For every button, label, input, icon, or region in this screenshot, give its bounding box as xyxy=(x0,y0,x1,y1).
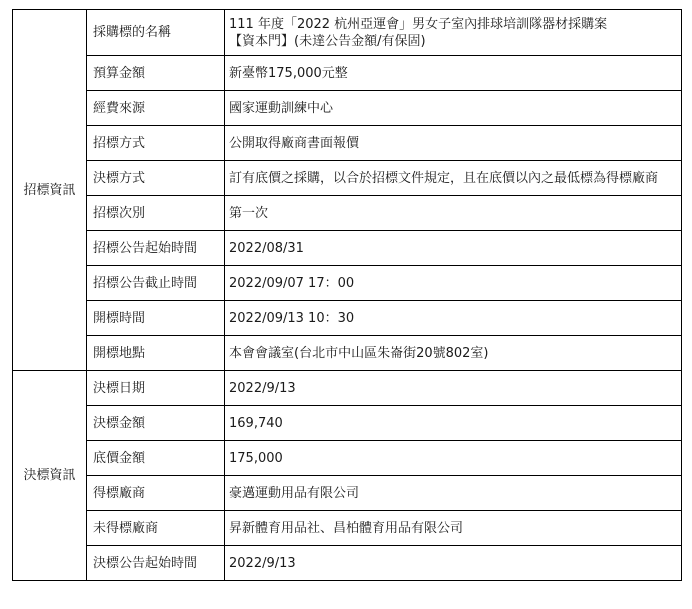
table-row xyxy=(13,161,682,196)
row-label: 招標公告截止時間 xyxy=(87,266,225,301)
row-label: 決標金額 xyxy=(87,406,225,441)
row-label: 經費來源 xyxy=(87,91,225,126)
row-label: 底價金額 xyxy=(87,441,225,476)
row-value: 2022/9/13 xyxy=(225,371,682,406)
table-row xyxy=(13,266,682,301)
procurement-info-table xyxy=(12,9,682,581)
section-title-award: 決標資訊 xyxy=(13,371,87,581)
row-label: 招標方式 xyxy=(87,126,225,161)
row-value: 訂有底價之採購，以合於招標文件規定，且在底價以內之最低標為得標廠商 xyxy=(225,161,682,196)
row-value: 2022/08/31 xyxy=(225,231,682,266)
table-row xyxy=(13,10,682,56)
table-row xyxy=(13,371,682,406)
table-row xyxy=(13,196,682,231)
table-row xyxy=(13,126,682,161)
row-label: 預算金額 xyxy=(87,56,225,91)
row-label: 決標方式 xyxy=(87,161,225,196)
row-value: 2022/09/07 17：00 xyxy=(225,266,682,301)
row-label: 招標次別 xyxy=(87,196,225,231)
procurement-table-wrapper xyxy=(12,9,682,581)
row-value: 2022/09/13 10：30 xyxy=(225,301,682,336)
table-row xyxy=(13,231,682,266)
row-value: 豪邁運動用品有限公司 xyxy=(225,476,682,511)
row-label: 採購標的名稱 xyxy=(87,10,225,56)
table-row xyxy=(13,406,682,441)
row-value: 169,740 xyxy=(225,406,682,441)
row-label: 招標公告起始時間 xyxy=(87,231,225,266)
row-value-line2: 【資本門】(未達公告金額/有保固) xyxy=(229,33,426,49)
row-value: 2022/9/13 xyxy=(225,546,682,581)
row-label: 決標公告起始時間 xyxy=(87,546,225,581)
table-row xyxy=(13,91,682,126)
row-value: 公開取得廠商書面報價 xyxy=(225,126,682,161)
section-title-tender: 招標資訊 xyxy=(13,10,87,371)
row-value: 國家運動訓練中心 xyxy=(225,91,682,126)
table-row xyxy=(13,56,682,91)
table-row xyxy=(13,301,682,336)
row-value: 新臺幣175,000元整 xyxy=(225,56,682,91)
row-label: 得標廠商 xyxy=(87,476,225,511)
table-row xyxy=(13,441,682,476)
table-row xyxy=(13,546,682,581)
row-label: 開標時間 xyxy=(87,301,225,336)
row-value: 175,000 xyxy=(225,441,682,476)
row-value xyxy=(225,10,682,56)
row-label: 未得標廠商 xyxy=(87,511,225,546)
row-label: 開標地點 xyxy=(87,336,225,371)
row-label: 決標日期 xyxy=(87,371,225,406)
row-value: 第一次 xyxy=(225,196,682,231)
row-value-line1: 111 年度「2022 杭州亞運會」男女子室內排球培訓隊器材採購案 xyxy=(229,16,608,32)
row-value: 本會會議室(台北市中山區朱崙街20號802室) xyxy=(225,336,682,371)
table-row xyxy=(13,511,682,546)
row-value: 昇新體育用品社、昌柏體育用品有限公司 xyxy=(225,511,682,546)
table-row xyxy=(13,476,682,511)
table-row xyxy=(13,336,682,371)
